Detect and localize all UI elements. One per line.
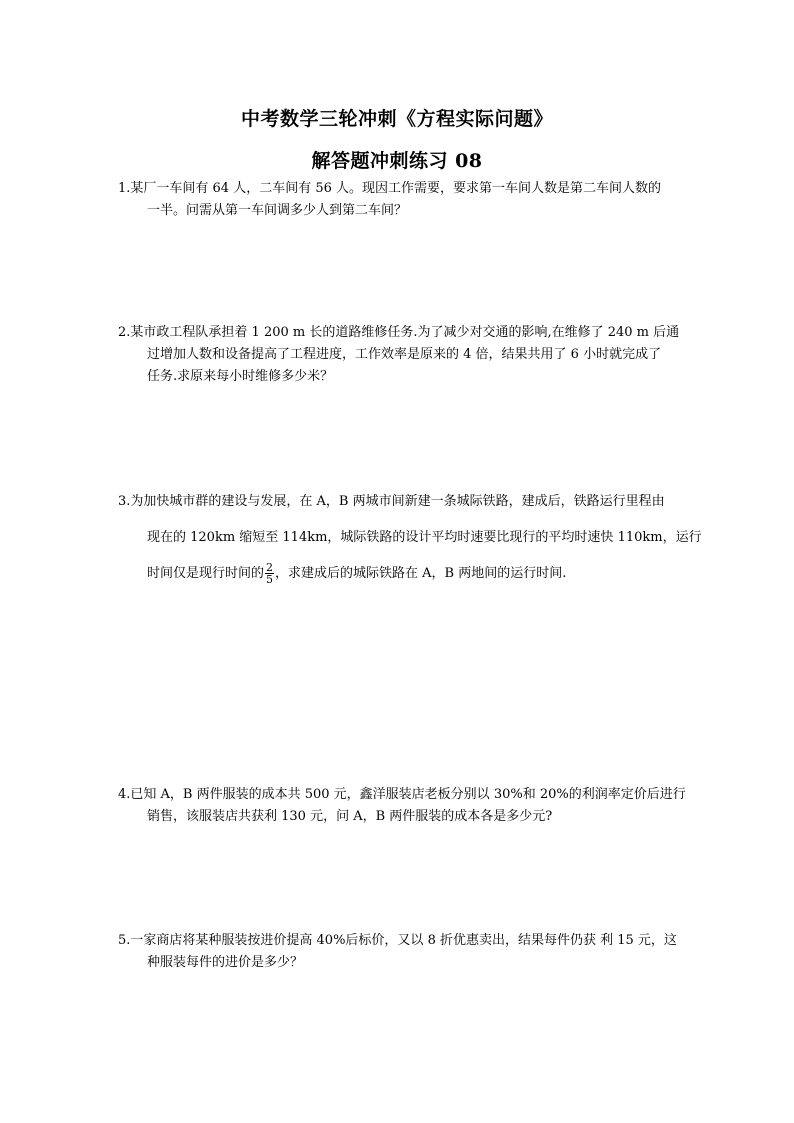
fraction-numerator: 2: [266, 561, 274, 574]
question-1-line-2: 一半。问需从第一车间调多少人到第二车间？: [147, 203, 408, 218]
document-title: 中考数学三轮冲刺《方程实际问题》: [240, 108, 553, 130]
fraction-denominator: 5: [266, 573, 274, 586]
question-2-line-2: 过增加人数和设备提高了工程进度，工作效率是原来的 4 倍，结果共用了 6 小时就完成了: [147, 347, 662, 362]
question-5-line-2: 种服装每件的进价是多少？: [147, 955, 304, 970]
document-subtitle: 解答题冲刺练习 08: [311, 150, 483, 172]
question-4-line-1: 4.已知 A，B 两件服装的成本共 500 元，鑫洋服装店老板分别以 30%和 20%的利润率定价后进行: [118, 787, 686, 802]
question-2-line-1: 2.某市政工程队承担着 1 200 m 长的道路维修任务.为了减少对交通的影响,在维修了 240 m 后通: [118, 325, 680, 340]
question-4: [118, 784, 708, 828]
question-3-line-3-text-before: 时间仅是现行时间的: [147, 566, 265, 581]
question-3-line-3: [118, 560, 708, 588]
question-4-line-2: 销售，该服装店共获利 130 元，问 A，B 两件服装的成本各是多少元?: [147, 809, 553, 824]
question-2-line-3: 任务.求原来每小时维修多少米？: [147, 369, 334, 384]
question-1: [118, 178, 708, 222]
question-1-line-1: 1.某厂一车间有 64 人，二车间有 56 人。现因工作需要，要求第一车间人数是第二车间人数的: [118, 181, 662, 196]
question-5: [118, 930, 708, 974]
question-3-line-1: 3.为加快城市群的建设与发展，在 A，B 两城市间新建一条城际铁路，建成后，铁路运行里程由: [118, 494, 665, 509]
question-3: [118, 488, 708, 588]
question-3-line-3-text-after: ，求建成后的城际铁路在 A，B 两地间的运行时间.: [275, 566, 567, 581]
question-5-line-1: 5.一家商店将某种服装按进价提高 40%后标价，又以 8 折优惠卖出，结果每件仍获 利 15 元，这: [118, 933, 677, 948]
question-3-line-2: 现在的 120km 缩短至 114km，城际铁路的设计平均时速要比现行的平均时速快 110km，运行: [147, 530, 702, 545]
question-2: [118, 322, 708, 388]
fraction-two-fifths: [265, 562, 274, 585]
